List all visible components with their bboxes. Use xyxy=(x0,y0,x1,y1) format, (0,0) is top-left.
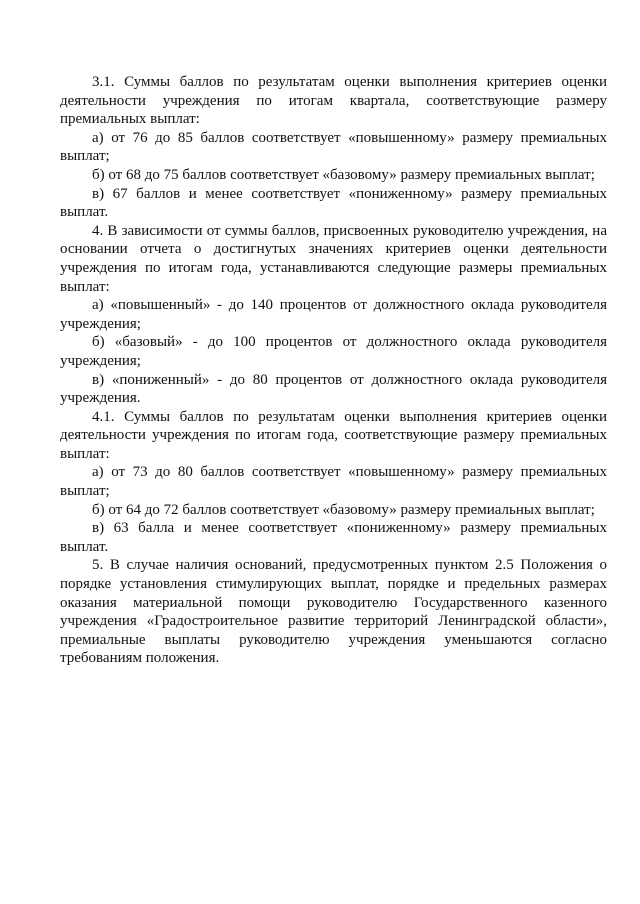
paragraph-3-1-b: б) от 68 до 75 баллов соответствует «базовому» размеру премиальных выплат; xyxy=(92,166,595,183)
paragraph-4-v: в) «пониженный» - до 80 процентов от должностного оклада руководителя учреждения. xyxy=(60,371,607,407)
paragraph-4-a: а) «повышенный» - до 140 процентов от должностного оклада руководителя учреждения; xyxy=(60,297,607,332)
paragraph-4-1-v: в) 63 балла и менее соответствует «пониженному» размеру премиальных выплат. xyxy=(60,520,607,555)
paragraph-3-1-v: в) 67 баллов и менее соответствует «пониженному» размеру премиальных выплат. xyxy=(60,185,607,221)
paragraph-4-b: б) «базовый» - до 100 процентов от должностного оклада руководителя учреждения; xyxy=(60,334,607,369)
paragraph-4-1-a: а) от 73 до 80 баллов соответствует «повышенному» размеру премиальных выплат; xyxy=(60,464,607,500)
paragraph-3-1: 3.1. Суммы баллов по результатам оценки выполнения критериев оценки деятельности учреждения по итогам квартала, соответствующие размеру премиальных выплат: xyxy=(60,74,607,128)
paragraph-4-1-b: б) от 64 до 72 баллов соответствует «базовому» размеру премиальных выплат; xyxy=(92,501,595,518)
paragraph-3-1-a: а) от 76 до 85 баллов соответствует «повышенному» размеру премиальных выплат; xyxy=(60,129,607,165)
document-page xyxy=(60,73,607,668)
paragraph-4: 4. В зависимости от суммы баллов, присвоенных руководителю учреждения, на основании отчета о достигнутых значениях критериев оценки деятельности учреждения по итогам года, устанавливаются следующие размеры премиальных выплат: xyxy=(60,222,607,295)
paragraph-5: 5. В случае наличия оснований, предусмотренных пунктом 2.5 Положения о порядке установления стимулирующих выплат, порядке и предельных размерах оказания материальной помощи руководителю Государственного казенного учреждения «Градостроительное развитие территорий Ленинградской области», премиальные выплаты руководителю учреждения уменьшаются согласно требованиям положения. xyxy=(60,557,607,667)
paragraph-4-1: 4.1. Суммы баллов по результатам оценки выполнения критериев оценки деятельности учреждения по итогам года, соответствующие размеру премиальных выплат: xyxy=(60,408,607,462)
